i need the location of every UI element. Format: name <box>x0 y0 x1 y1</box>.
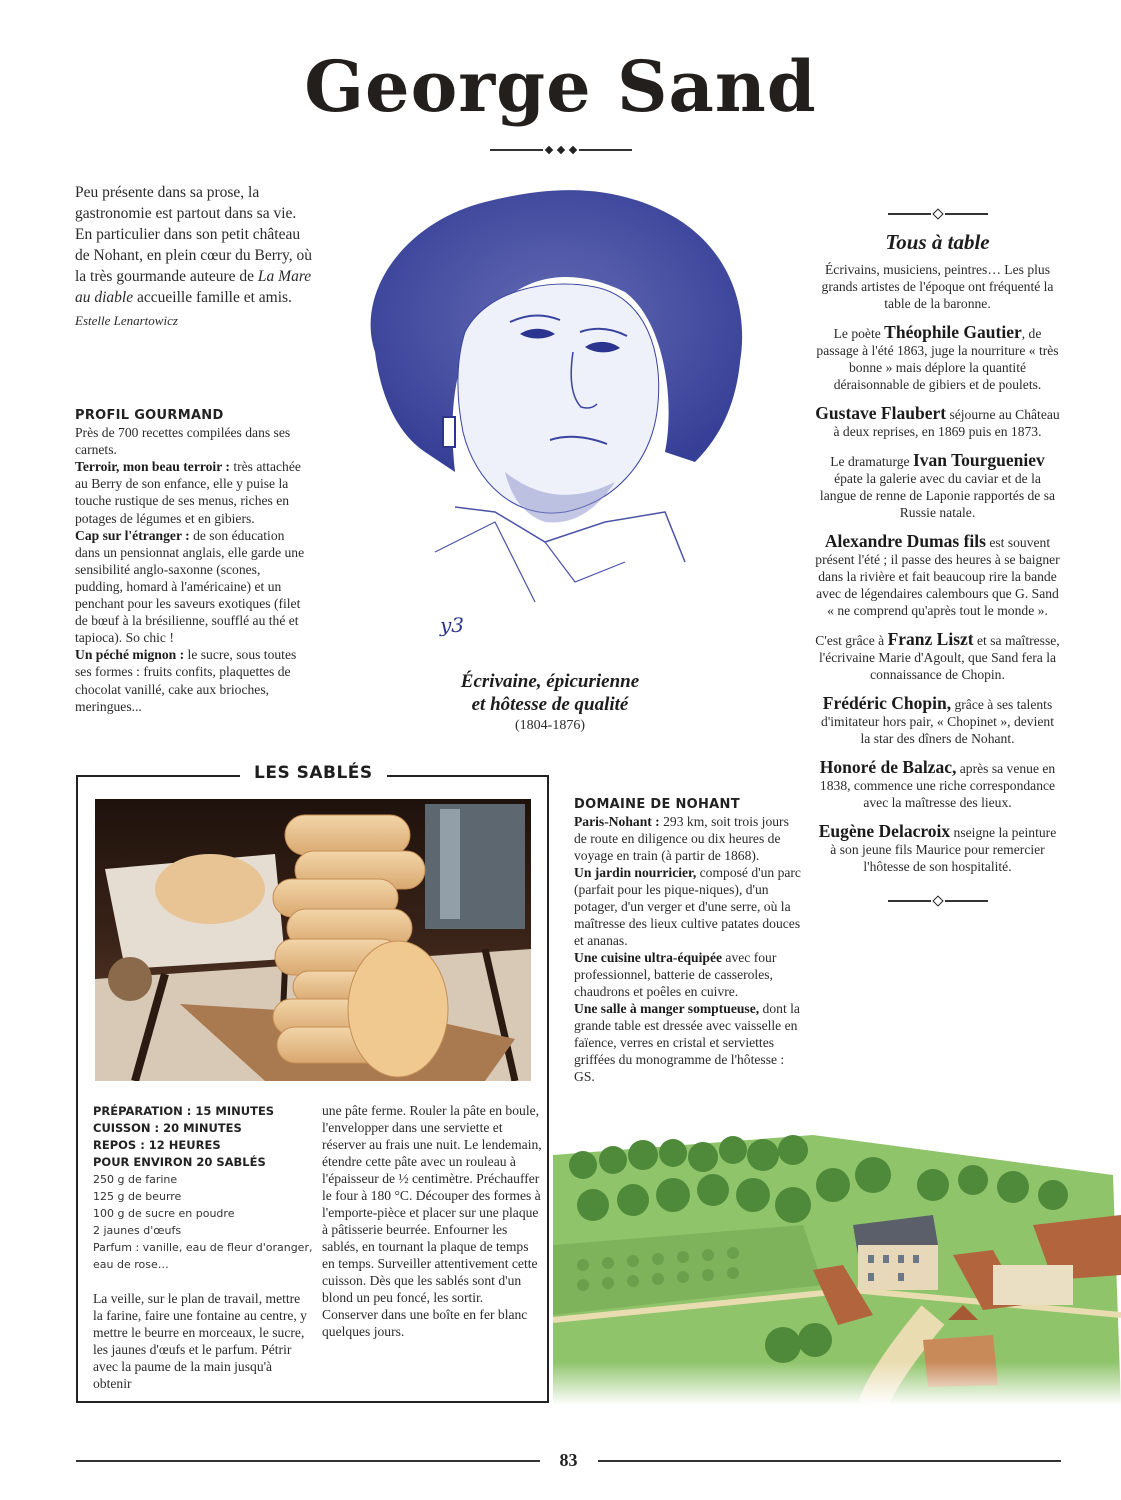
entry-text: grâce à ses talents d'imitateur hors pair, « Chopinet », devient la star des dîners de Nohant. <box>821 697 1054 746</box>
domaine-item <box>574 949 802 1000</box>
svg-text:y3: y3 <box>440 613 465 637</box>
portrait-illustration <box>345 182 755 652</box>
guest-entry <box>815 405 1060 440</box>
domaine-section <box>574 796 802 1085</box>
domaine-item <box>574 1000 802 1085</box>
cook-time: CUISSON : 20 MINUTES <box>93 1121 242 1135</box>
entry-prefix: Le poète <box>833 326 885 341</box>
guest-name: Ivan Tourgueniev <box>913 450 1045 470</box>
item-text: de son éducation dans un pensionnat anglais, elle garde une sensibilité anglo-saxonne (scones, pudding, homard à l'américaine) et un penchant pour les saveurs exotiques (filet de bœuf à la brésilienne, soufflé au thé et tapioca). So chic ! <box>75 527 305 646</box>
entry-text: nseigne la peinture à son jeune fils Maurice pour remercier l'hôtesse de son hospitalité. <box>830 825 1057 874</box>
profil-gourmand-section <box>75 407 310 715</box>
life-dates: (1804-1876) <box>515 718 585 733</box>
guest-name: Franz Liszt <box>887 629 974 649</box>
prep-time: PRÉPARATION : 15 MINUTES <box>93 1104 275 1118</box>
ingredient: Parfum : vanille, eau de fleur d'oranger, eau de rose… <box>93 1241 313 1271</box>
intro-paragraph <box>75 182 315 331</box>
item-label: Un jardin nourricier, <box>574 865 697 880</box>
footer-rule-left <box>76 1460 540 1462</box>
ornament-divider-bottom <box>888 897 988 905</box>
item-text: avec four professionnel, batterie de casseroles, chaudrons et poêles en cuivre. <box>574 950 777 999</box>
title-ornament <box>490 147 632 153</box>
item-text: composé d'un parc (parfait pour les pique-niques), d'un potager, d'un verger et d'une serre, où la maîtresse des lieux cultive patates douces et ananas. <box>574 865 801 948</box>
item-label: Un péché mignon : <box>75 647 185 663</box>
ingredient: 2 jaunes d'œufs <box>93 1224 182 1237</box>
item-label: Cap sur l'étranger : <box>75 527 190 543</box>
entry-text: épate la galerie avec du caviar et de la langue de renne de Laponie rapportés de sa Russie natale. <box>819 471 1056 520</box>
guest-entry <box>815 452 1060 521</box>
caption-line-1: Écrivaine, épicurienne <box>460 671 640 692</box>
page-title: George Sand <box>304 45 817 128</box>
intro-text: Peu présente dans sa prose, la gastronomie est partout dans sa vie. En particulier dans son petit château de Nohant, en plein cœur du Berry, où la très gourmande auteure de <box>75 184 313 285</box>
caption-line-2: et hôtesse de qualité <box>471 694 629 715</box>
item-text: très attachée au Berry de son enfance, elle y puise la touche rustique de ses menus, riches en potages de légumes et en gibiers. <box>75 459 301 526</box>
guest-name: Frédéric Chopin, <box>822 693 952 713</box>
guest-name: Gustave Flaubert <box>815 403 947 423</box>
guest-entry <box>815 533 1060 619</box>
tous-a-table-sidebar <box>815 210 1060 905</box>
domaine-item <box>574 864 802 949</box>
item-label: Terroir, mon beau terroir : <box>75 459 230 475</box>
servings: POUR ENVIRON 20 SABLÉS <box>93 1155 266 1169</box>
estate-illustration <box>553 1115 1121 1405</box>
guest-entry <box>815 695 1060 747</box>
item-text: 293 km, soit trois jours de route en diligence ou dix heures de voyage en train (à partir de 1868). <box>574 814 789 863</box>
guest-entry <box>815 823 1060 875</box>
sidebar-intro: Écrivains, musiciens, peintres… Les plus grands artistes de l'époque ont fréquenté la table de la baronne. <box>821 262 1054 311</box>
intro-text-end: accueille famille et amis. <box>133 289 292 306</box>
guest-name: Eugène Delacroix <box>818 821 951 841</box>
profil-lead: Près de 700 recettes compilées dans ses carnets. <box>75 425 291 458</box>
section-heading: PROFIL GOURMAND <box>75 408 224 423</box>
profil-item <box>75 646 310 714</box>
profil-item <box>75 458 310 526</box>
guest-name: Alexandre Dumas fils <box>824 531 986 551</box>
sidebar-heading: Tous à table <box>885 230 990 254</box>
guest-entry <box>815 631 1060 683</box>
entry-text: , de passage à l'été 1863, juge la nourriture « très bonne » mais déplore la quantité déraisonnable de gibiers et de poulets. <box>816 326 1059 392</box>
entry-text: séjourne au Château à deux reprises, en 1869 puis en 1873. <box>833 407 1060 439</box>
ornament-divider <box>888 210 988 218</box>
byline: Estelle Lenartowicz <box>75 313 178 328</box>
item-label: Une cuisine ultra-équipée <box>574 950 723 965</box>
rest-time: REPOS : 12 HEURES <box>93 1138 221 1152</box>
guest-entry <box>815 324 1060 393</box>
profil-item <box>75 527 310 647</box>
sables-photo <box>95 799 531 1081</box>
entry-prefix: C'est grâce à <box>815 633 888 648</box>
entry-text: après sa venue en 1838, commence une riche correspondance avec la maîtresse des lieux. <box>819 761 1056 810</box>
recipe-steps-part-1: La veille, sur le plan de travail, mettre la farine, faire une fontaine au centre, y mettre le beurre en morceaux, le sucre, les jaunes d'œufs et le parfum. Pétrir avec la paume de la main jusqu'à obtenir <box>93 1291 307 1391</box>
item-text: le sucre, sous toutes ses formes : fruits confits, plaquettes de chocolat vanillé, cake aux brioches, meringues... <box>75 647 297 714</box>
page-number: 83 <box>559 1450 578 1470</box>
page-footer <box>76 1450 1061 1471</box>
footer-rule-right <box>598 1460 1062 1462</box>
ingredient: 100 g de sucre en poudre <box>93 1207 235 1220</box>
recipe-info <box>93 1103 313 1273</box>
item-label: Une salle à manger somptueuse, <box>574 1001 760 1016</box>
item-text: dont la grande table est dressée avec vaisselle en faïence, verres en cristal et serviettes griffées du monogramme de l'hôtesse : GS. <box>574 1001 800 1084</box>
guest-name: Théophile Gautier <box>884 322 1022 342</box>
ingredient: 125 g de beurre <box>93 1190 182 1203</box>
guest-entry <box>815 759 1060 811</box>
entry-prefix: Le dramaturge <box>830 454 913 469</box>
entry-text: est souvent présent l'été ; il passe des heures à se baigner dans la rivière et fait beaucoup rire la bande avec de légendaires calembours que G. Sand « ne comprend qu'après tout le monde ». <box>815 535 1060 618</box>
portrait-caption <box>400 670 700 734</box>
recipe-title: LES SABLÉS <box>240 763 387 783</box>
book-title: La Mare au diable <box>75 268 312 306</box>
guest-name: Honoré de Balzac, <box>819 757 957 777</box>
entry-text: et sa maîtresse, l'écrivaine Marie d'Agoult, que Sand fera la connaissance de Chopin. <box>818 633 1060 682</box>
recipe-steps-part-2: une pâte ferme. Rouler la pâte en boule, l'envelopper dans une serviette et réserver au frais une nuit. Le lendemain, étendre cette pâte avec un rouleau à l'épaisseur de ½ centimètre. Préchauffer le four à 180 °C. Découper des formes à l'emporte-pièce et placer sur une plaque à pâtisserie beurrée. Enfourner les sablés, en tournant la plaque de temps en temps. Surveiller attentivement cette cuisson. Dès que les sablés sont d'un blond un peu foncé, les sortir. Conserver dans une boîte en fer blanc quelques jours. <box>322 1103 542 1339</box>
ingredient: 250 g de farine <box>93 1173 178 1186</box>
section-heading: DOMAINE DE NOHANT <box>574 797 740 812</box>
domaine-item <box>574 813 802 864</box>
item-label: Paris-Nohant : <box>574 814 660 829</box>
